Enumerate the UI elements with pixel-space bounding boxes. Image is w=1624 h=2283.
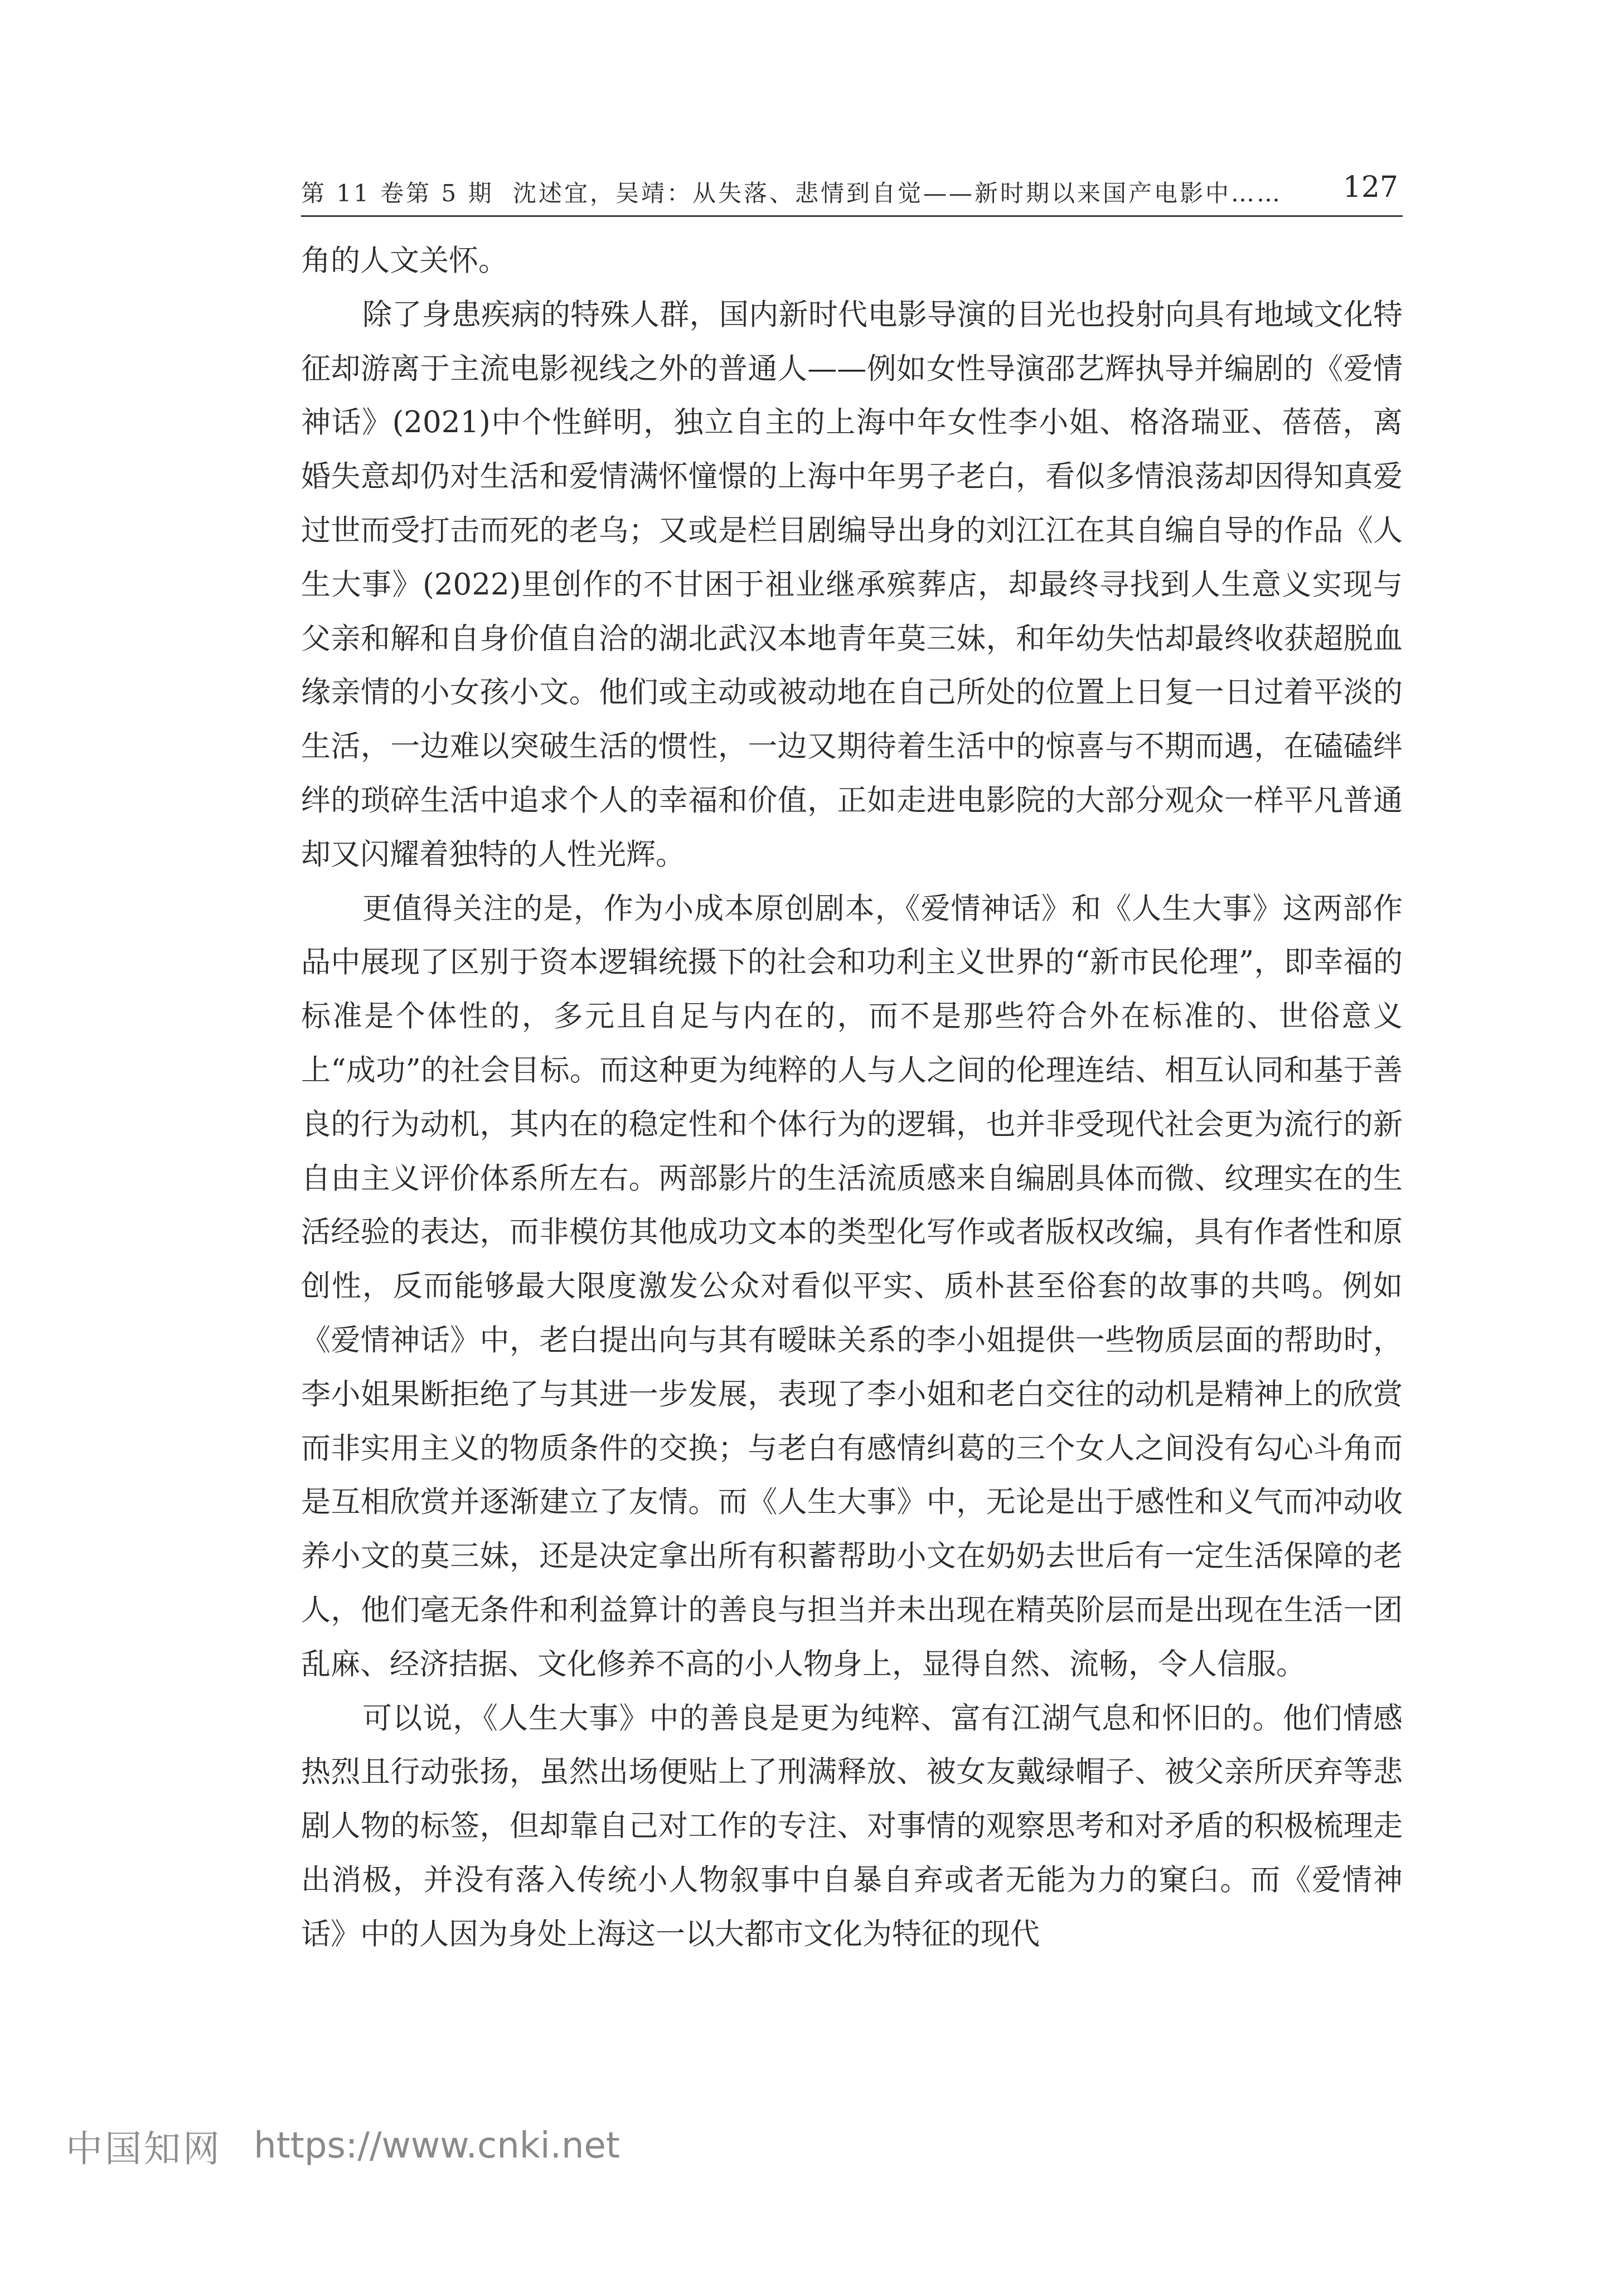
running-title: 沈述宜，吴靖：从失落、悲情到自觉——新时期以来国产电影中……	[513, 180, 1283, 207]
page-number: 127	[1342, 171, 1398, 204]
paragraph: 更值得关注的是，作为小成本原创剧本，《爱情神话》和《人生大事》这两部作品中展现了区别于资本逻辑统摄下的社会和功利主义世界的“新市民伦理”，即幸福的标准是个体性的，多元且自足与内在的，而不是那些符合外在标准的、世俗意义上“成功”的社会目标。而这种更为纯粹的人与人之间的伦理连结、相互认同和基于善良的行为动机，其内在的稳定性和个体行为的逻辑，也并非受现代社会更为流行的新自由主义评价体系所左右。两部影片的生活流质感来自编剧具体而微、纹理实在的生活经验的表达，而非模仿其他成功文本的类型化写作或者版权改编，具有作者性和原创性，反而能够最大限度激发公众对看似平实、质朴甚至俗套的故事的共鸣。例如《爱情神话》中，老白提出向与其有暧昧关系的李小姐提供一些物质层面的帮助时，李小姐果断拒绝了与其进一步发展，表现了李小姐和老白交往的动机是精神上的欣赏而非实用主义的物质条件的交换；与老白有感情纠葛的三个女人之间没有勾心斗角而是互相欣赏并逐渐建立了友情。而《人生大事》中，无论是出于感性和义气而冲动收养小文的莫三妹，还是决定拿出所有积蓄帮助小文在奶奶去世后有一定生活保障的老人，他们毫无条件和利益算计的善良与担当并未出现在精英阶层而是出现在生活一团乱麻、经济拮据、文化修养不高的小人物身上，显得自然、流畅，令人信服。	[301, 891, 1403, 1681]
cnki-watermark	[66, 2119, 620, 2175]
watermark-site-name: 中国知网	[66, 2127, 222, 2170]
article-body	[301, 234, 1403, 1962]
paragraph: 除了身患疾病的特殊人群，国内新时代电影导演的目光也投射向具有地域文化特征却游离于主流电影视线之外的普通人——例如女性导演邵艺辉执导并编剧的《爱情神话》(2021)中个性鲜明，独立自主的上海中年女性李小姐、格洛瑞亚、蓓蓓，离婚失意却仍对生活和爱情满怀憧憬的上海中年男子老白，看似多情浪荡却因得知真爱过世而受打击而死的老乌；又或是栏目剧编导出身的刘江江在其自编自导的作品《人生大事》(2022)里创作的不甘困于祖业继承殡葬店，却最终寻找到人生意义实现与父亲和解和自身价值自洽的湖北武汉本地青年莫三妹，和年幼失怙却最终收获超脱血缘亲情的小女孩小文。他们或主动或被动地在自己所处的位置上日复一日过着平淡的生活，一边难以突破生活的惯性，一边又期待着生活中的惊喜与不期而遇，在磕磕绊绊的琐碎生活中追求个人的幸福和价值，正如走进电影院的大部分观众一样平凡普通却又闪耀着独特的人性光辉。	[301, 297, 1403, 872]
paragraph-continuation: 角的人文关怀。	[301, 244, 508, 278]
paragraph: 可以说，《人生大事》中的善良是更为纯粹、富有江湖气息和怀旧的。他们情感热烈且行动张扬，虽然出场便贴上了刑满释放、被女友戴绿帽子、被父亲所厌弃等悲剧人物的标签，但却靠自己对工作的专注、对事情的观察思考和对矛盾的积极梳理走出消极，并没有落入传统小人物叙事中自暴自弃或者无能为力的窠臼。而《爱情神话》中的人因为身处上海这一以大都市文化为特征的现代	[301, 1701, 1403, 1951]
watermark-url: https://www.cnki.net	[254, 2125, 620, 2166]
journal-issue: 第 11 卷第 5 期	[301, 180, 494, 207]
running-header	[301, 167, 1403, 217]
